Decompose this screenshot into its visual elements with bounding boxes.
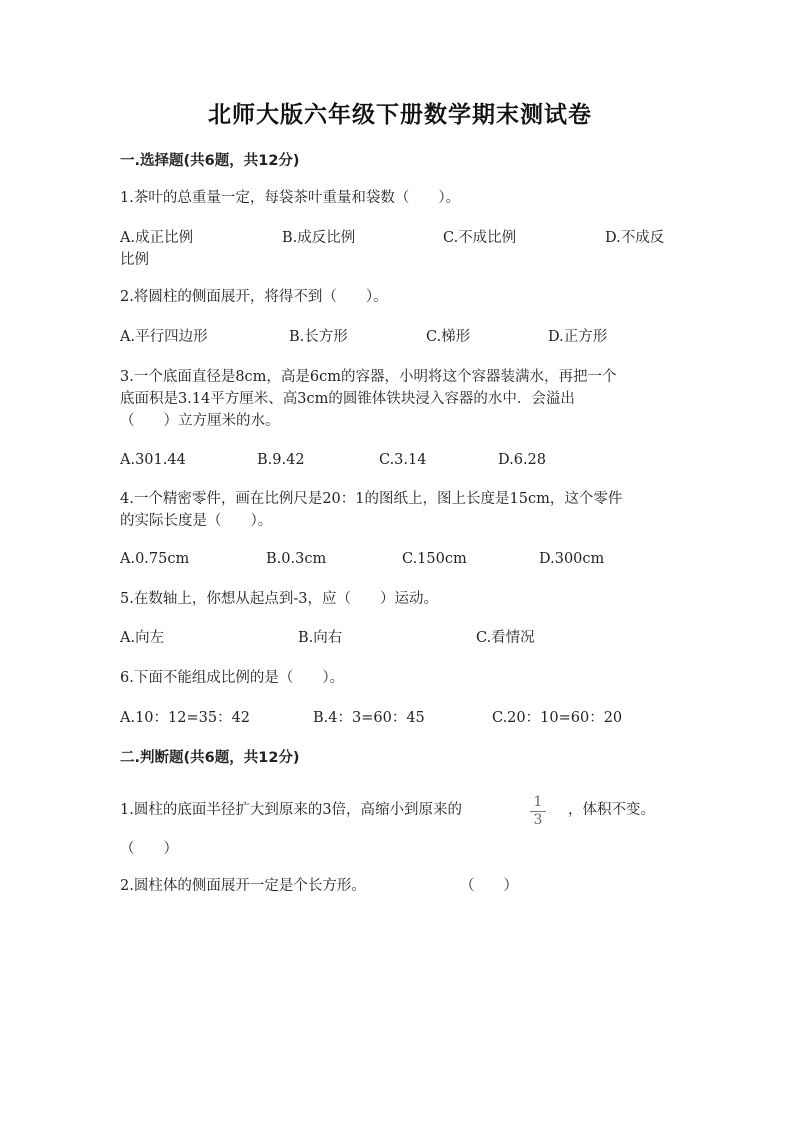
- option-d: D.6.28: [498, 452, 547, 468]
- option-a: A.成正比例: [120, 230, 194, 246]
- question-6-options: [120, 707, 680, 729]
- question-4-line-2: 的实际长度是（ ）。: [120, 513, 273, 529]
- option-d: D.300cm: [539, 551, 605, 567]
- fraction-one-third: [530, 795, 546, 828]
- question-1-options: [120, 227, 680, 249]
- option-b: B.4：3=60：45: [313, 710, 425, 726]
- option-c: C.20：10=60：20: [492, 710, 623, 726]
- question-3-options: [120, 449, 680, 471]
- option-b: B.9.42: [257, 452, 305, 468]
- option-b: B.向右: [298, 630, 343, 646]
- option-a: A.0.75cm: [120, 551, 190, 567]
- question-2-options: [120, 326, 680, 348]
- option-a: A.10：12=35：42: [120, 710, 251, 726]
- section-heading-judgement: 二.判断题(共6题，共12分): [120, 750, 300, 766]
- option-c: C.梯形: [426, 329, 471, 345]
- option-a: A.301.44: [120, 452, 186, 468]
- question-1-text: 1.茶叶的总重量一定，每袋茶叶重量和袋数（ ）。: [120, 190, 461, 206]
- option-c: C.看情况: [476, 630, 535, 646]
- judgement-1-text-after: ，体积不变。: [568, 802, 655, 818]
- question-3-text: [120, 366, 680, 432]
- question-5-options: [120, 627, 680, 649]
- option-c: C.150cm: [402, 551, 467, 567]
- option-b: B.成反比例: [282, 230, 356, 246]
- section-heading-choice: 一.选择题(共6题，共12分): [120, 153, 300, 169]
- option-b: B.长方形: [289, 329, 348, 345]
- page-title: 北师大版六年级下册数学期末测试卷: [208, 101, 592, 128]
- question-3-line-3: （ ）立方厘米的水。: [120, 413, 280, 429]
- option-d: D.不成反: [605, 230, 665, 246]
- question-3-line-2: 底面积是3.14平方厘米、高3cm的圆锥体铁块浸入容器的水中．会溢出: [120, 391, 575, 407]
- option-d: D.正方形: [548, 329, 608, 345]
- option-a: A.平行四边形: [120, 329, 208, 345]
- question-3-line-1: 3.一个底面直径是8cm，高是6cm的容器，小明将这个容器装满水，再把一个: [120, 369, 617, 385]
- option-a: A.向左: [120, 630, 165, 646]
- question-4-text: [120, 488, 680, 532]
- question-4-options: [120, 548, 680, 570]
- judgement-1-answer-blank: （ ）: [120, 841, 178, 857]
- option-c: C.3.14: [379, 452, 427, 468]
- judgement-2-answer-blank: （ ）: [460, 878, 518, 894]
- question-5-text: 5.在数轴上，你想从起点到-3，应（ ）运动。: [120, 591, 438, 607]
- option-d-continuation: 比例: [120, 252, 149, 268]
- fraction-denominator: 3: [533, 812, 543, 828]
- option-c: C.不成比例: [443, 230, 517, 246]
- question-6-text: 6.下面不能组成比例的是（ ）。: [120, 670, 345, 686]
- fraction-numerator: 1: [533, 794, 543, 810]
- option-b: B.0.3cm: [266, 551, 327, 567]
- question-4-line-1: 4.一个精密零件，画在比例尺是20：1的图纸上，图上长度是15cm，这个零件: [120, 491, 623, 507]
- question-2-text: 2.将圆柱的侧面展开，将得不到（ ）。: [120, 289, 388, 305]
- judgement-1-text-before: 1.圆柱的底面半径扩大到原来的3倍，高缩小到原来的: [120, 802, 463, 818]
- judgement-2-text: 2.圆柱体的侧面展开一定是个长方形。: [120, 878, 366, 894]
